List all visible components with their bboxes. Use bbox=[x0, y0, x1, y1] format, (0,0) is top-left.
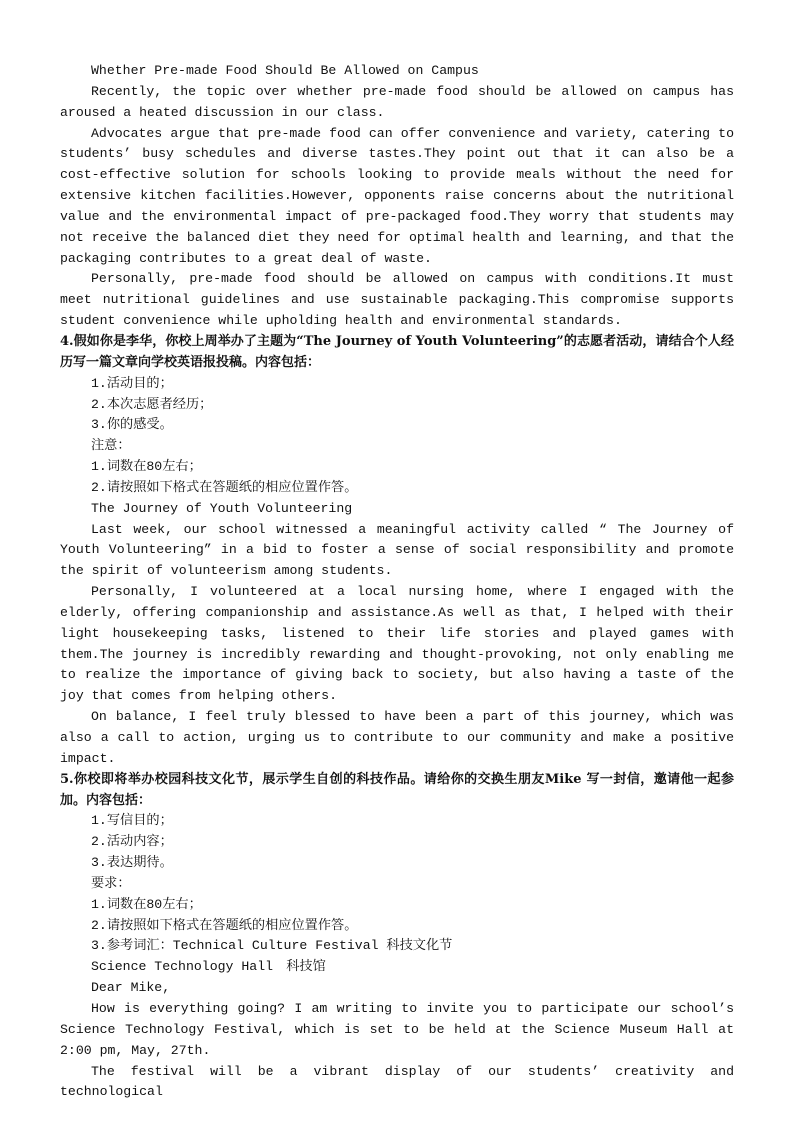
q5-prompt: 5.你校即将举办校园科技文化节，展示学生自创的科技作品。请给你的交换生朋友Mike 写一封信，邀请他一起参加。内容包括： bbox=[60, 771, 734, 808]
q5-vocab-2: Science Technology Hall 科技馆 bbox=[91, 959, 326, 975]
q4-item-1: 1.活动目的； bbox=[91, 375, 173, 391]
q4-paragraph-3: On balance, I feel truly blessed to have been a part of this journey, which was also a call to action, urging us to contribute to our community and make a positive impact. bbox=[60, 709, 734, 766]
q4-paragraph-1: Last week, our school witnessed a meaningful activity called “ The Journey of Youth Volunteering” in a bid to foster a sense of social responsibility and promote the spirit of volunteerism among students. bbox=[60, 521, 734, 579]
q4-note-label: 注意： bbox=[91, 438, 131, 454]
q5-paragraph-2: The festival will be a vibrant display of our students’ creativity and technological bbox=[60, 1063, 734, 1100]
q5-paragraph-1: How is everything going? I am writing to invite you to participate our school’s Science Technology Festival, which is set to be held at the Science Museum Hall at 2:00 pm, May, 27th. bbox=[60, 1000, 734, 1058]
q5-item-1: 1.写信目的； bbox=[91, 813, 173, 829]
q5-req-1: 1.词数在80左右； bbox=[91, 896, 202, 912]
q4-note-2: 2.请按照如下格式在答题纸的相应位置作答。 bbox=[91, 479, 358, 495]
q4-note-1: 1.词数在80左右； bbox=[91, 459, 202, 475]
essay1-paragraph-3: Personally, pre-made food should be allowed on campus with conditions.It must meet nutritional guidelines and use sustainable packaging.This compromise supports student convenience while upholding health and environmental standards. bbox=[60, 271, 734, 329]
q4-paragraph-2: Personally, I volunteered at a local nursing home, where I engaged with the elderly, offering companionship and assistance.As well as that, I helped with their light housekeeping tasks, listened to their life stories and played games with them.The journey is incredibly rewarding and thought-provoking, not only enabling me to realize the importance of giving back to society, but also having a taste of the joy that comes from helping others. bbox=[60, 584, 734, 704]
q4-item-2: 2.本次志愿者经历； bbox=[91, 396, 213, 412]
essay1-title: Whether Pre-made Food Should Be Allowed on Campus bbox=[91, 63, 479, 78]
q4-item-3: 3.你的感受。 bbox=[91, 417, 173, 433]
q5-item-3: 3.表达期待。 bbox=[91, 855, 173, 871]
q5-salutation: Dear Mike, bbox=[91, 980, 171, 996]
q5-item-2: 2.活动内容； bbox=[91, 834, 173, 850]
essay1-paragraph-2: Advocates argue that pre-made food can offer convenience and variety, catering to students’ busy schedules and diverse tastes.They point out that it can also be a cost-effective solution for schools looking to provide meals without the need for extensive kitchen facilities.However, opponents raise concerns about the nutritional value and the environmental impact of pre-packaged food.They worry that students may not receive the balanced diet they need for optimal health and learning, and that the packaging contributes to a great deal of waste. bbox=[60, 125, 734, 266]
q5-req-label: 要求： bbox=[91, 875, 131, 891]
q4-prompt: 4.假如你是李华，你校上周举办了主题为“The Journey of Youth Volunteering”的志愿者活动，请结合个人经历写一篇文章向学校英语报投稿。内容包括： bbox=[60, 333, 734, 370]
essay1-paragraph-1: Recently, the topic over whether pre-made food should be allowed on campus has aroused a heated discussion in our class. bbox=[60, 83, 734, 120]
q4-essay-title: The Journey of Youth Volunteering bbox=[91, 500, 353, 516]
q5-req-2: 2.请按照如下格式在答题纸的相应位置作答。 bbox=[91, 917, 358, 933]
q5-req-3: 3.参考词汇：Technical Culture Festival 科技文化节 bbox=[91, 938, 453, 954]
